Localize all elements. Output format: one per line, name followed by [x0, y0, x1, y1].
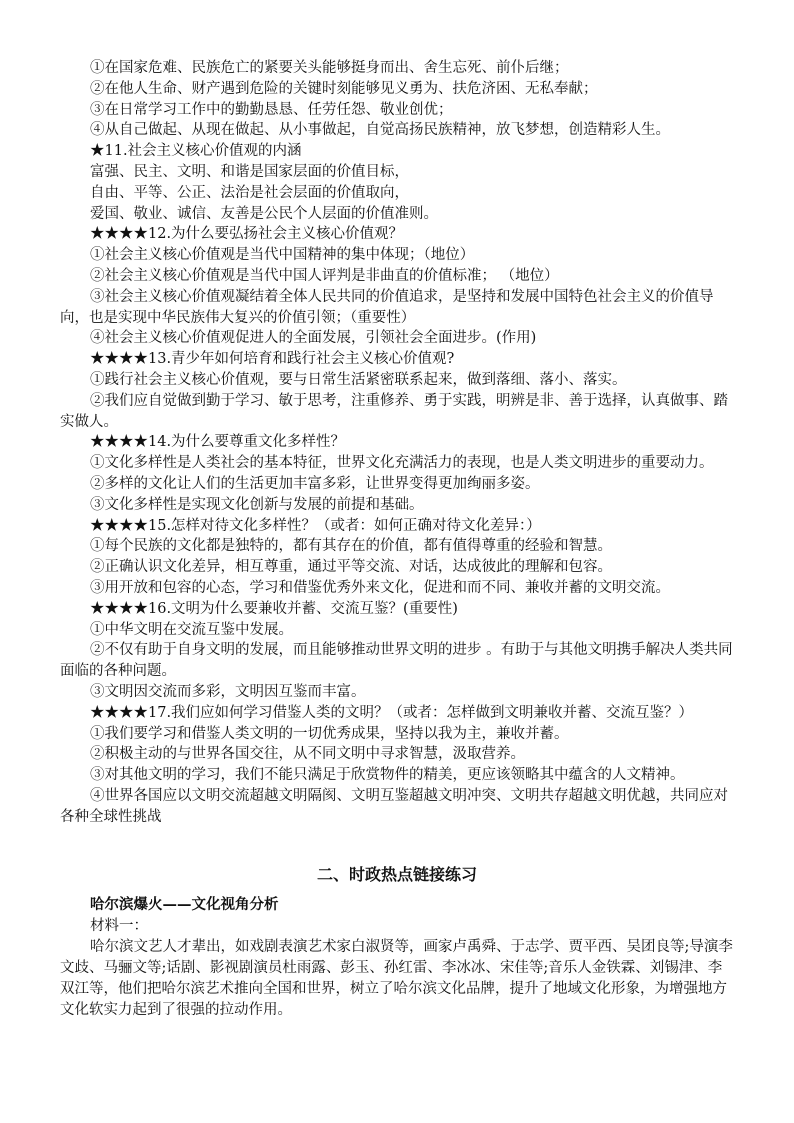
question-heading: ★★★★14.为什么要尊重文化多样性？	[90, 434, 346, 451]
question-heading: ★★★★17.我们应如何学习借鉴人类的文明？（或者：怎样做到文明兼收并蓄、交流互鉴？）	[90, 704, 694, 721]
text-line: ①践行社会主义核心价值观，要与日常生活紧密联系起来，做到落细、落小、落实。	[90, 371, 627, 388]
question-heading: ★★★★12.为什么要弘扬社会主义核心价值观？	[90, 226, 404, 243]
text-line: ①我们要学习和借鉴人类文明的一切优秀成果，坚持以我为主，兼收并蓄。	[90, 725, 569, 742]
text-paragraph: ②不仅有助于自身文明的发展，而且能够推动世界文明的进步 。有助于与其他文明携手解决人类共同面临的各种问题。	[60, 642, 733, 680]
question-heading: ★★★★15.怎样对待文化多样性？（或者：如何正确对待文化差异：）	[90, 517, 541, 534]
text-line: ③文明因交流而多彩，文明因互鉴而丰富。	[90, 683, 366, 700]
question-heading: ★11.社会主义核心价值观的内涵	[90, 143, 302, 160]
text-paragraph: ①文化多样性是人类社会的基本特征，世界文化充满活力的表现，也是人类文明进步的重要动力。	[90, 455, 714, 472]
sub-title: 哈尔滨爆火——文化视角分析	[90, 897, 279, 914]
text-line: ③对其他文明的学习，我们不能只满足于欣赏物件的精美，更应该领略其中蕴含的人文精神。	[90, 767, 685, 784]
text-line: ①每个民族的文化都是独特的，都有其存在的价值，都有值得尊重的经验和智慧。	[90, 538, 612, 555]
text-paragraph: ④世界各国应以文明交流超越文明隔阂、文明互鉴超越文明冲突、文明共存超越文明优越，共同应对各种全球性挑战	[60, 787, 728, 825]
text-line: ③文化多样性是实现文化创新与发展的前提和基础。	[90, 496, 424, 513]
text-line: ④社会主义核心价值观促进人的全面发展，引领社会全面进步。(作用)	[90, 330, 537, 347]
text-line: 富强、民主、文明、和谐是国家层面的价值目标，	[90, 163, 409, 180]
text-line: ④从自己做起、从现在做起、从小事做起，自觉高扬民族精神，放飞梦想，创造精彩人生。	[90, 122, 670, 139]
material-label: 材料一：	[90, 918, 148, 935]
section-title: 二、时政热点链接练习	[316, 865, 477, 885]
text-line: ②积极主动的与世界各国交往，从不同文明中寻求智慧，汲取营养。	[90, 746, 525, 763]
text-line: 自由、平等、公正、法治是社会层面的价值取向，	[90, 184, 409, 201]
text-line: ②在他人生命、财产遇到危险的关键时刻能够见义勇为、扶危济困、无私奉献；	[90, 80, 598, 97]
text-line: ③在日常学习工作中的勤勤恳恳、任劳任怨、敬业创优；	[90, 101, 453, 118]
text-paragraph: ②我们应自觉做到勤于学习、敏于思考，注重修养、勇于实践，明辨是非、善于选择，认真做事、踏实做人。	[60, 392, 728, 430]
text-line: ①在国家危难、民族危亡的紧要关头能够挺身而出、舍生忘死、前仆后继；	[90, 60, 569, 76]
text-line: ②社会主义核心价值观是当代中国人评判是非曲直的价值标准； （地位）	[90, 267, 559, 284]
text-line: ③用开放和包容的心态，学习和借鉴优秀外来文化，促进和而不同、兼收并蓄的文明交流。	[90, 579, 670, 596]
text-line: ②正确认识文化差异，相互尊重，通过平等交流、对话，达成彼此的理解和包容。	[90, 559, 612, 576]
text-line: ②多样的文化让人们的生活更加丰富多彩，让世界变得更加绚丽多姿。	[90, 475, 540, 492]
question-heading: ★★★★13.青少年如何培育和践行社会主义核心价值观?	[90, 351, 455, 368]
text-line: ①社会主义核心价值观是当代中国精神的集中体现；（地位）	[90, 247, 475, 264]
text-paragraph: ③社会主义核心价值观凝结着全体人民共同的价值追求，是坚持和发展中国特色社会主义的价值导向，也是实现中华民族伟大复兴的价值引领；（重要性）	[60, 288, 714, 326]
question-heading: ★★★★16.文明为什么要兼收并蓄、交流互鉴？(重要性)	[90, 600, 458, 617]
text-line: ①中华文明在交流互鉴中发展。	[90, 621, 293, 638]
text-line: 爱国、敬业、诚信、友善是公民个人层面的价值准则。	[90, 205, 438, 222]
material-text: 哈尔滨文艺人才辈出，如戏剧表演艺术家白淑贤等，画家卢禹舜、于志学、贾平西、吴团良等;导演李文歧、马骊文等;话剧、影视剧演员杜雨露、彭玉、孙红雷、李冰冰、宋佳等;音乐人金铁霖、刘锡津、李双江等，他们把哈尔滨艺术推向全国和世界，树立了哈尔滨文化品牌，提升了地域文化形象，为增强地方文化软实力起到了很强的拉动作用。	[60, 939, 733, 1018]
